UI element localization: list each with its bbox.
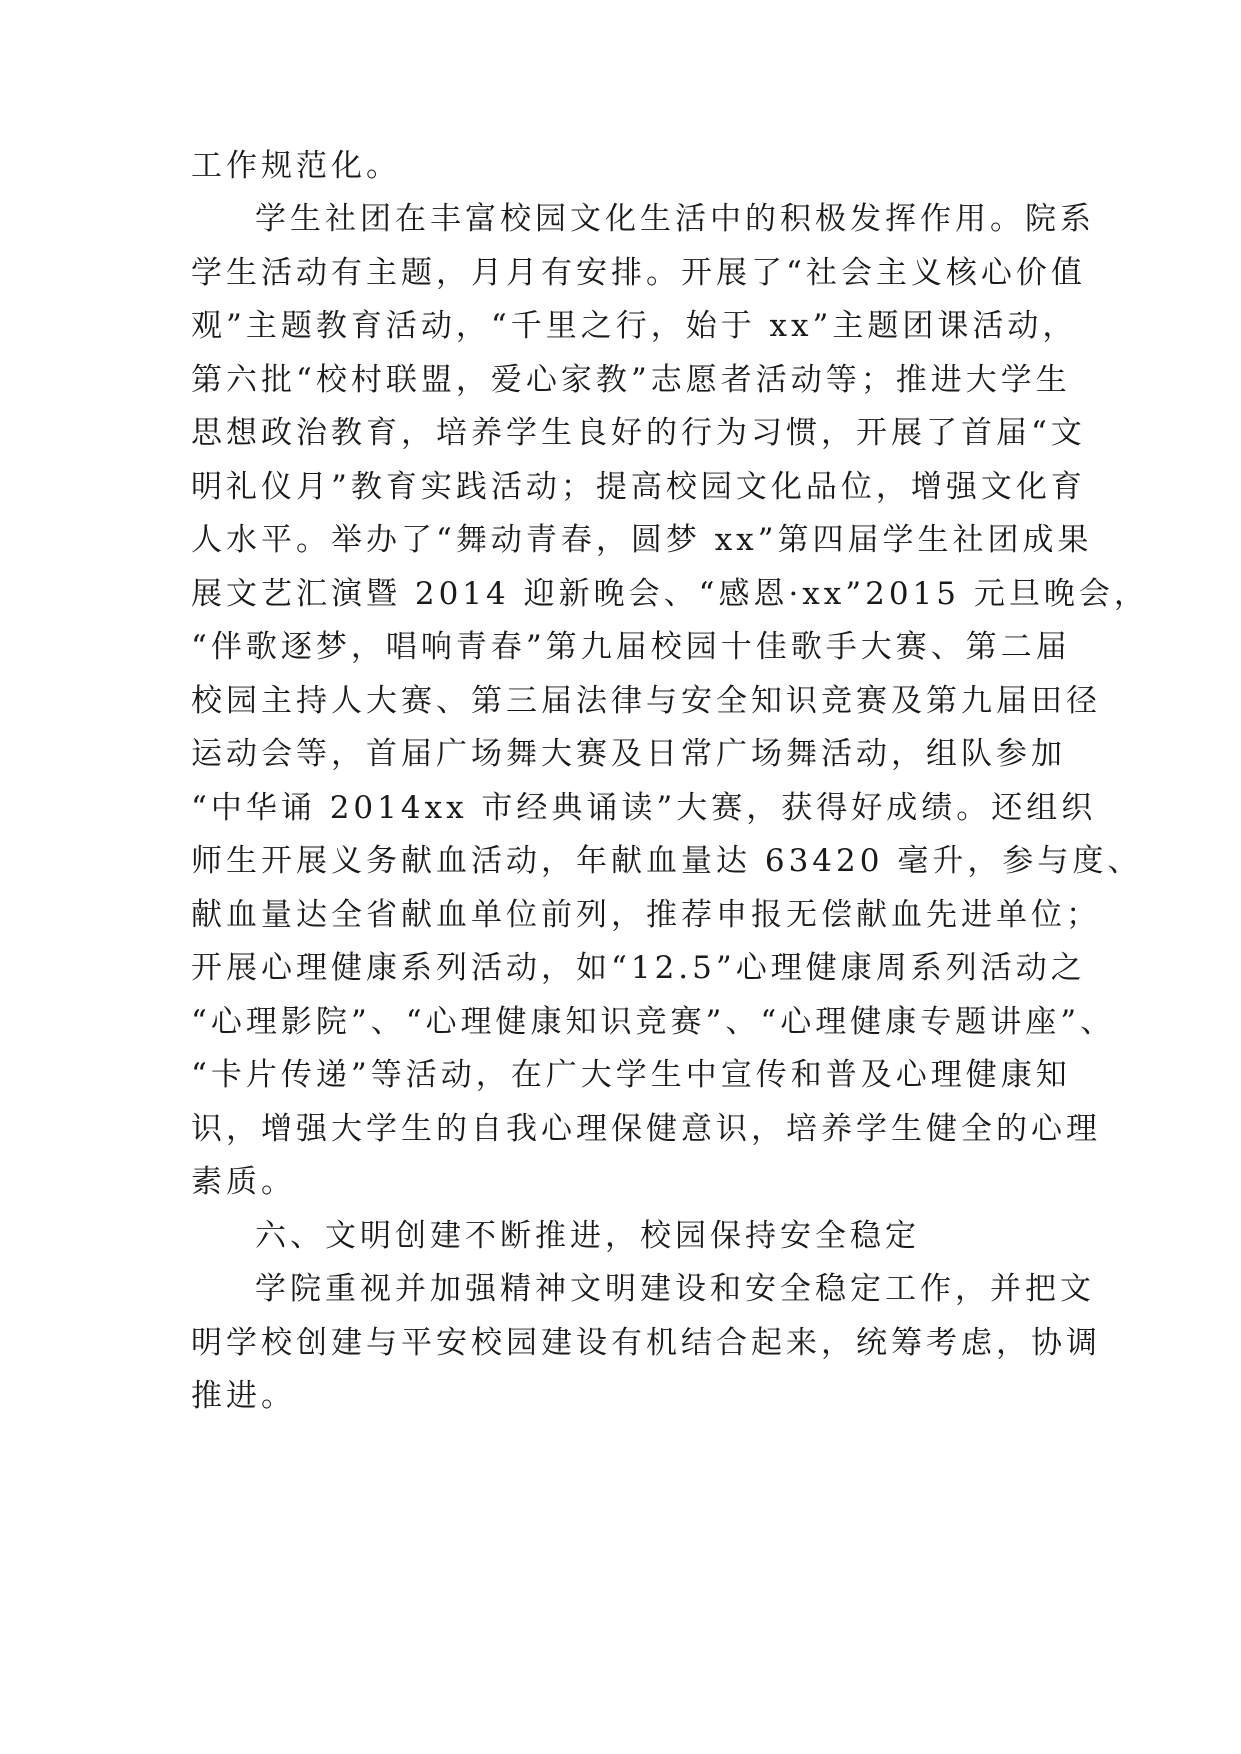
section-heading: 六、文明创建不断推进，校园保持安全稳定 [255,1218,920,1254]
text-line: 观”主题教育活动，“千里之行，始于 xx”主题团课活动， [191,308,1078,344]
text-line: 人水平。举办了“舞动青春，圆梦 xx”第四届学生社团成果 [191,522,1093,558]
text-line: 展文艺汇演暨 2014 迎新晚会、“感恩·xx”2015 元旦晚会， [191,576,1149,612]
text-line: “伴歌逐梦，唱响青春”第九届校园十佳歌手大赛、第二届 [191,629,1071,665]
paragraph-start-line: 学院重视并加强精神文明建设和安全稳定工作，并把文 [255,1271,1095,1307]
text-line: 工作规范化。 [191,148,401,184]
text-line: “卡片传递”等活动，在广大学生中宣传和普及心理健康知 [191,1057,1071,1093]
text-line: “心理影院”、“心理健康知识竞赛”、“心理健康专题讲座”、 [191,1004,1116,1040]
text-line: 推进。 [191,1378,296,1414]
text-line: 运动会等，首届广场舞大赛及日常广场舞活动，组队参加 [191,736,1066,772]
text-line: 识，增强大学生的自我心理保健意识，培养学生健全的心理 [191,1111,1101,1147]
text-line: 校园主持人大赛、第三届法律与安全知识竞赛及第九届田径 [191,683,1101,719]
text-line: 开展心理健康系列活动，如“12.5”心理健康周系列活动之 [191,950,1086,986]
text-line: “中华诵 2014xx 市经典诵读”大赛，获得好成绩。还组织 [191,790,1097,826]
text-line: 第六批“校村联盟，爱心家教”志愿者活动等；推进大学生 [191,362,1071,398]
paragraph-start-line: 学生社团在丰富校园文化生活中的积极发挥作用。院系 [255,201,1095,237]
text-line: 明礼仪月”教育实践活动；提高校园文化品位，增强文化育 [191,469,1086,505]
text-line: 献血量达全省献血单位前列，推荐申报无偿献血先进单位； [191,897,1101,933]
text-line: 思想政治教育，培养学生良好的行为习惯，开展了首届“文 [191,415,1086,451]
text-line: 师生开展义务献血活动，年献血量达 63420 毫升，参与度、 [191,843,1143,879]
text-line: 素质。 [191,1164,296,1200]
text-line: 明学校创建与平安校园建设有机结合起来，统筹考虑，协调 [191,1325,1101,1361]
text-line: 学生活动有主题，月月有安排。开展了“社会主义核心价值 [191,255,1086,291]
